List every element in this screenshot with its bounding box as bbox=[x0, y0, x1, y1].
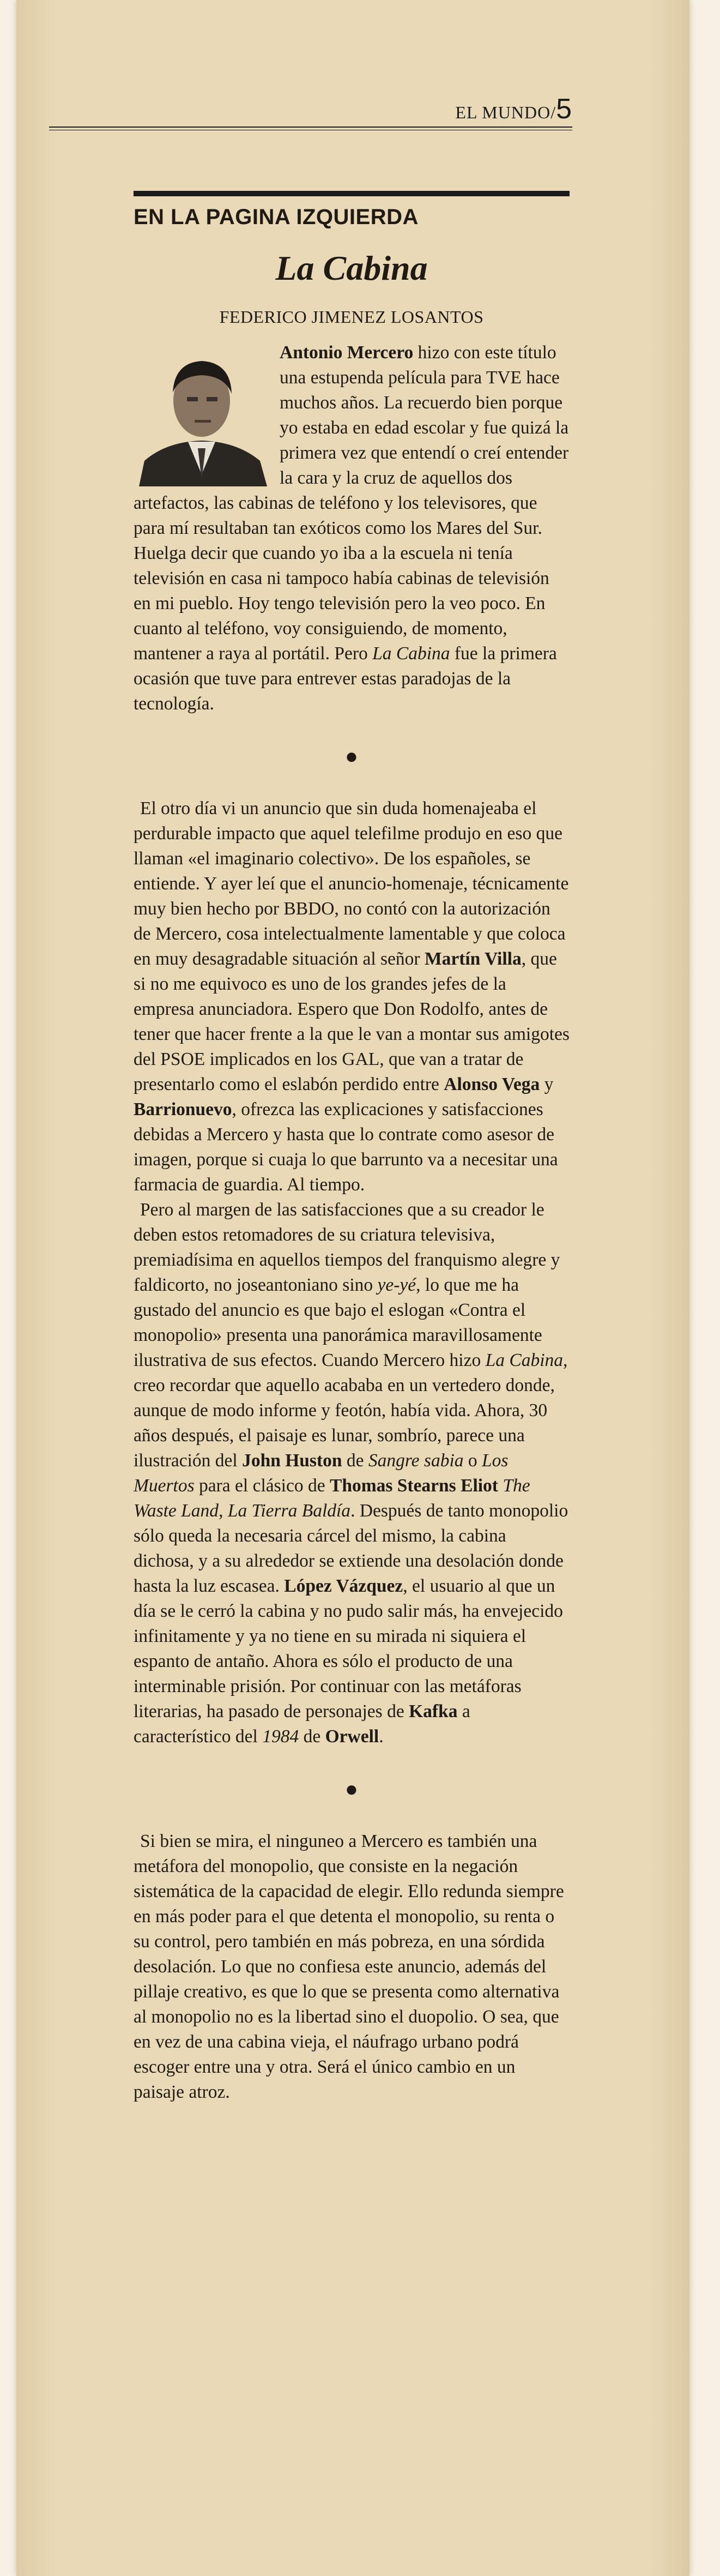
text-italic: La Tierra Baldía bbox=[227, 1501, 351, 1521]
text: . bbox=[379, 1726, 384, 1747]
text-bold: Kafka bbox=[409, 1701, 458, 1722]
text-bold: Alonso Vega bbox=[444, 1074, 540, 1094]
text-bold: Thomas Stearns Eliot bbox=[329, 1476, 498, 1496]
text-italic: La Cabina bbox=[372, 643, 450, 664]
text-italic: La Cabina bbox=[485, 1350, 564, 1370]
text-italic: ye-yé bbox=[377, 1275, 416, 1295]
text: Pero al margen de las satisfacciones que a su creador le deben estos retomadores de su criatura televisiva, premiadísima en aquellos tiempos del franquismo alegre y faldicorto, no joseantoniano sino bbox=[134, 1200, 560, 1295]
text: , bbox=[219, 1501, 228, 1521]
text: , creo recordar que aquello acababa en un vertedero donde, aunque de modo informe y feotón, había vida. Ahora, 30 años después, el paisaje es lunar, sombrío, parece una ilustración del bbox=[134, 1350, 568, 1471]
text: de bbox=[342, 1450, 368, 1471]
text: El otro día vi un anuncio que sin duda homenajeaba el perdurable impacto que aquel telefilme produjo en eso que llaman «el imaginario colectivo». De los españoles, se entiende. Y ayer leí que el anuncio-homenaje, técnicamente muy bien hecho por BBDO, no contó con la autorización de Mercero, cosa intelectualmente lamentable y que coloca en muy desagradable situación al señor bbox=[134, 798, 569, 969]
masthead bbox=[455, 93, 572, 125]
text-bold: Orwell bbox=[325, 1726, 379, 1747]
byline: FEDERICO JIMENEZ LOSANTOS bbox=[219, 307, 484, 327]
text: para el clásico de bbox=[194, 1476, 330, 1496]
author-portrait bbox=[134, 344, 270, 486]
section-title: EN LA PAGINA IZQUIERDA bbox=[134, 205, 419, 229]
text: de bbox=[299, 1726, 325, 1747]
text: a característico del bbox=[134, 1701, 470, 1747]
text-italic: Sangre sabia bbox=[368, 1450, 464, 1471]
text-italic: Los Muertos bbox=[134, 1450, 509, 1496]
text-bold: Barrionuevo bbox=[134, 1099, 232, 1120]
text-bold: López Vázquez bbox=[284, 1576, 403, 1596]
paragraph-4 bbox=[134, 1829, 570, 2105]
article bbox=[134, 191, 570, 2105]
paragraph-2 bbox=[134, 796, 570, 1197]
text: y bbox=[540, 1074, 554, 1094]
text: Si bien se mira, el ninguneo a Mercero es también una metáfora del monopolio, que consiste en la negación sistemática de la capacidad de elegir. Ello redunda siempre en más poder para el que detenta el monopolio, su renta o su control, pero también en más pobreza, en una sórdida desolación. Lo que no confiesa este anuncio, además del pillaje creativo, es que lo que se presenta como alternativa al monopolio no es la libertad sino el duopolio. O sea, que en vez de una cabina vieja, el náufrago urbano podrá escoger entre una y otra. Será el único cambio en un paisaje atroz. bbox=[134, 1831, 564, 2102]
text: , lo que me ha gustado del anuncio es que bajo el eslogan «Contra el monopolio» presenta una panorámica maravillosamente ilustrativa de sus efectos. Cuando Mercero hizo bbox=[134, 1275, 542, 1370]
text: o bbox=[463, 1450, 482, 1471]
newspaper-clipping bbox=[16, 0, 689, 2576]
text: . Después de tanto monopolio sólo queda la necesaria cárcel del mismo, la cabina dichosa, y a su alrededor se extiende una desolación donde hasta la luz escasea. bbox=[134, 1501, 568, 1596]
header-rule bbox=[49, 127, 572, 130]
text-italic: The Waste Land bbox=[134, 1476, 530, 1521]
text-bold: Martín Villa bbox=[424, 949, 522, 969]
separator-bullet: ● bbox=[344, 744, 359, 768]
headline: La Cabina bbox=[275, 249, 428, 287]
separator-bullet: ● bbox=[344, 1777, 359, 1801]
text: , que si no me equivoco es uno de los grandes jefes de la empresa anunciadora. Espero que Don Rodolfo, antes de tener que hacer frente a la que le van a montar sus amigotes del PSOE implicados en los GAL, que van a tratar de presentarlo como el eslabón perdido entre bbox=[134, 949, 570, 1094]
masthead-name: EL MUNDO/ bbox=[455, 103, 556, 122]
paragraph-3 bbox=[134, 1197, 570, 1749]
article-body bbox=[134, 340, 570, 2105]
text: fue la primera ocasión que tuve para entrever estas paradojas de la tecnología. bbox=[134, 643, 557, 714]
text-bold: John Huston bbox=[242, 1450, 342, 1471]
page-number: 5 bbox=[556, 93, 572, 125]
text-italic: 1984 bbox=[262, 1726, 299, 1747]
section-rule bbox=[134, 191, 570, 196]
text-bold: Antonio Mercero bbox=[280, 342, 414, 363]
text: , ofrezca las explicaciones y satisfacciones debidas a Mercero y hasta que lo contrate como asesor de imagen, porque si cuaja lo que barrunto va a necesitar una farmacia de guardia. Al tiempo. bbox=[134, 1099, 558, 1195]
text: hizo con este título una estupenda película para TVE hace muchos años. La recuerdo bien porque yo estaba en edad escolar y fue quizá la primera vez que entendí o creí entender la cara y la cruz de aquellos dos artefactos, las cabinas de teléfono y los televisores, que para mí resultaban tan exóticos como los Mares del Sur. Huelga decir que cuando yo iba a la escuela ni tenía televisión en casa ni tampoco había cabinas de televisión en mi pueblo. Hoy tengo televisión pero la veo poco. En cuanto al teléfono, voy consiguiendo, de momento, mantener a raya al portátil. Pero bbox=[134, 342, 569, 664]
text: , el usuario al que un día se le cerró la cabina y no pudo salir más, ha envejecido infinitamente y ya no tiene en su mirada ni siquiera el espanto de antaño. Ahora es sólo el producto de una interminable prisión. Por continuar con las metáforas literarias, ha pasado de personajes de bbox=[134, 1576, 563, 1722]
